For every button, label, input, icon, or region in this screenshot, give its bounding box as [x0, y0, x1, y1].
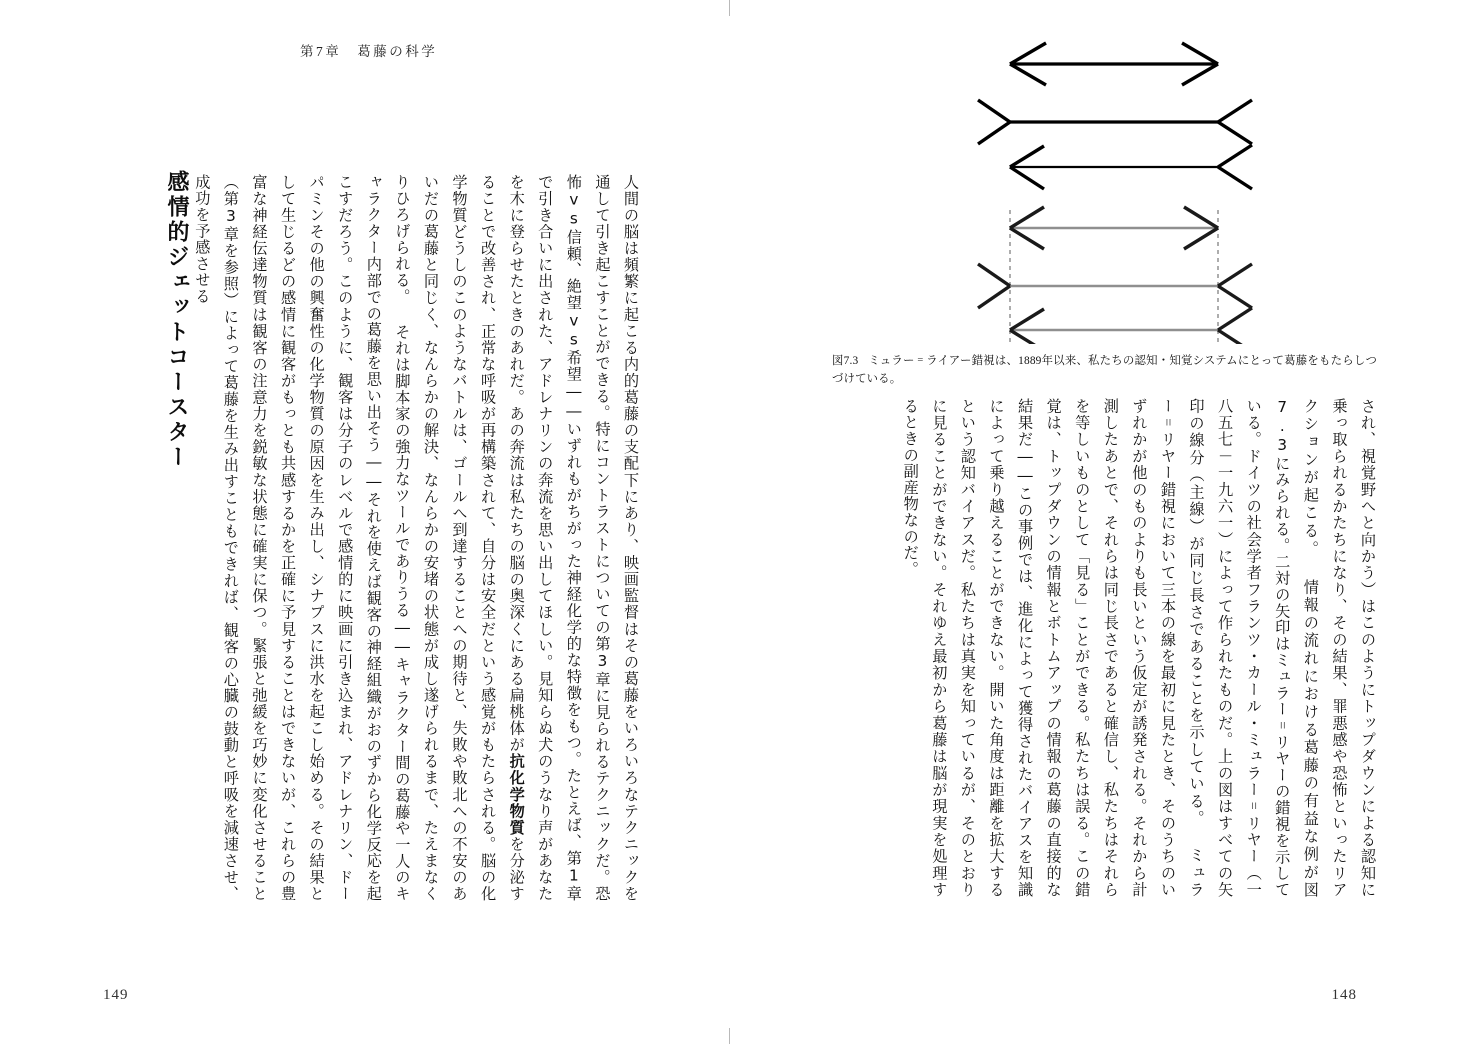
figure-number: 図7.3 — [832, 355, 859, 367]
upper-line-1-right-fin-b — [1182, 64, 1218, 85]
running-head: 第7章 葛藤の科学 — [300, 44, 438, 59]
section-heading: 感情的ジェットコースター — [164, 170, 189, 470]
upper-line-2-left-fin-a — [978, 100, 1010, 122]
upper-line-1-right-fin-a — [1182, 43, 1218, 64]
body-part-2: を分泌することで改善され、正常な呼吸が再構築されて、自分は安全だという感覚がもたらされる。脳の化学物質どうしのこのようなバトルは、ゴールへ到達することへの期待と、失敗や敗北への不安のあいだの葛藤と同じく、なんらかの解決、なんらかの安堵の状態が成し遂げられるまで、たえまなくりひろげられる。 それは脚本家の強力なツールでありうる――キャラクター間の葛藤や一人のキャラクター内部での葛藤を思い出そう――それを使えば観客の神経組織がおのずから化学反応を起こすだろう。このように、観客は分子のレベルで感情的に映画に引き込まれ、アドレナリン、ドーパミンその他の興奮性の化学物質の原因を生み出し、シナプスに洪水を起こし始める。その結果として生じるどの感情に観客がもっとも共感するかを正確に予見することはできないが、これらの豊富な神経伝達物質は観客の注意力を鋭敏な状態に確実に保つ。緊張と弛緩を巧妙に変化させること（第3章を参照）によって葛藤を生み出すこともできれば、観客の心臓の鼓動と呼吸を減速させ、成功を予感させる — [193, 174, 526, 903]
lower-line-3-left-fin-a — [1010, 309, 1044, 330]
lower-line-2-left-fin-b — [978, 286, 1010, 308]
figure-muller-lyer — [970, 34, 1290, 344]
lower-line-3-right-fin-b — [1218, 330, 1252, 344]
lower-line-3-right-fin-a — [1218, 308, 1252, 330]
page-148 — [740, 0, 1460, 1044]
upper-line-2-right-fin-a — [1218, 100, 1252, 122]
lower-line-1-right-fin-a — [1184, 207, 1218, 228]
upper-line-1-left-fin-b — [1010, 64, 1046, 85]
upper-line-2-left-fin-b — [978, 122, 1010, 144]
upper-line-1-left-fin-a — [1010, 43, 1046, 64]
upper-line-3-right-fin-b — [1218, 167, 1252, 189]
lower-line-2-right-fin-a — [1218, 264, 1252, 286]
folio-148: 148 — [1331, 987, 1357, 1003]
upper-line-3-left-fin-b — [1010, 167, 1044, 189]
muller-lyer-svg — [970, 34, 1290, 344]
body-emphasis: 抗化学物質 — [507, 753, 526, 837]
lower-line-1-left-fin-b — [1010, 228, 1044, 249]
lower-line-2-right-fin-b — [1218, 286, 1252, 308]
upper-line-3-left-fin-a — [1010, 146, 1044, 167]
upper-line-3-right-fin-a — [1218, 145, 1252, 167]
lower-line-2-left-fin-a — [978, 264, 1010, 286]
body-text-page-149 — [185, 174, 645, 902]
figure-caption — [832, 352, 1377, 389]
body-part-1: 人間の脳は頻繁に起こる内的葛藤の支配下にあり、映画監督はその葛藤をいろいろなテクニックを通して引き起こすことができる。特にコントラストについての第3章に見られるテクニックだ。恐怖vs信頼、絶望vs希望――いずれもがちがった神経化学的な特徴をもつ。たとえば、第1章で引き合いに出された、アドレナリンの奔流を思い出してほしい。見知らぬ犬のうなり声があなたを木に登らせたときのあれだ。あの奔流は私たちの脳の奥深くにある扁桃体が — [507, 174, 640, 902]
body-text-page-148: され、視覚野へと向かう）はこのようにトップダウンによる認知に乗っ取られるかたちになり、その結果、罪悪感や恐怖といったリアクションが起こる。 情報の流れにおける葛藤の有益な例が図7.3にみられる。二対の矢印はミュラー゠リヤーの錯視を示している。ドイツの社会学者フランツ・カール・ミュラー゠リヤー（一八五七－一九六一）によって作られたものだ。上の図はすべての矢印の線分（主線）が同じ長さであることを示している。 ミュラー゠リヤー錯視において三本の線を最初に見たとき、そのうちのいずれかが他のものよりも長いという仮定が誘発される。それから計測したあとで、それらは同じ長さであると確信し、私たちはそれらを等しいものとして「見る」ことができる。私たちは誤る。この錯覚は、トップダウンの情報とボトムアップの情報の葛藤の直接的な結果だ――この事例では、進化によって獲得されたバイアスを知識によって乗り越えることができない。開いた角度は距離を拡大するという認知バイアスだ。私たちは真実を知っているが、そのとおりに見ることができない。それゆえ最初から葛藤は脳が現実を処理するときの副産物なのだ。 — [901, 398, 1377, 898]
lower-line-1-left-fin-a — [1010, 207, 1044, 228]
lower-line-1-right-fin-b — [1184, 228, 1218, 249]
figure-caption-text: ミュラー゠ライアー錯視は、1889年以来、私たちの認知・知覚システムにとって葛藤をもたらしつづけている。 — [832, 355, 1378, 386]
folio-149: 149 — [103, 987, 129, 1003]
upper-line-2-right-fin-b — [1218, 122, 1252, 144]
lower-line-3-left-fin-b — [1010, 330, 1044, 344]
